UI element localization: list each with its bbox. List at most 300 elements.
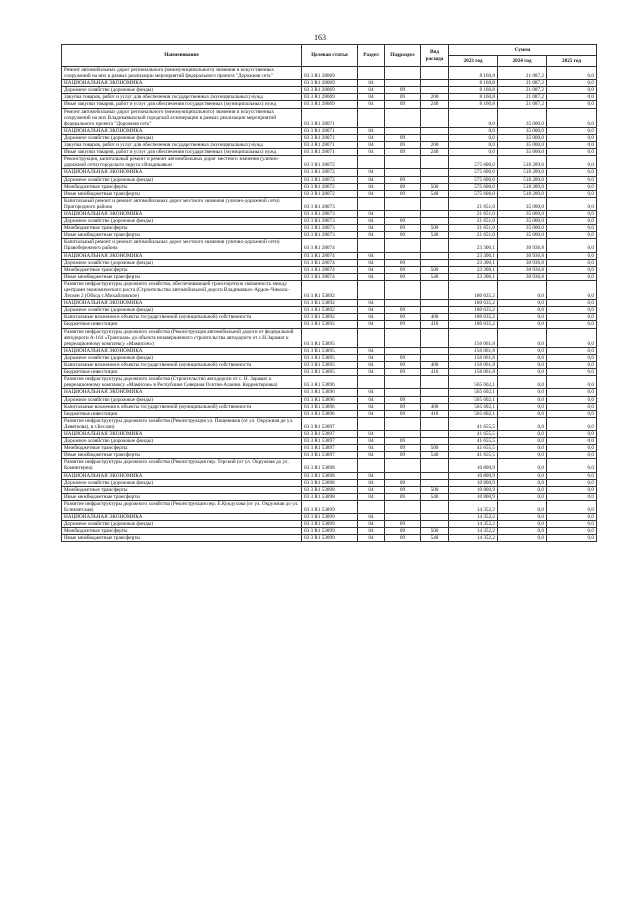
row-section (358, 239, 385, 252)
row-section: 04 (358, 127, 385, 134)
row-name: Ремонт автомобильных дорог регионального (межмуниципального) значения и искусственных сооружений на них в рамках реализации мероприятий федерального проекта "Дорожная сеть" (62, 67, 302, 80)
row-name: Ремонт автомобильных дорог регионального (межмуниципального) значения и искусственных сооружений на них Владикавказской городской агломерации в рамках реализации мероприятий федерального проекта "Дорожная сеть" (62, 108, 302, 127)
row-section: 04 (358, 321, 385, 328)
row-section: 04 (358, 259, 385, 266)
table-row (62, 169, 597, 176)
row-name: Капитальные вложения в объекты государственной (муниципальной) собственности (62, 362, 302, 369)
row-sum-2025: 0,0 (547, 410, 597, 417)
row-article: 03 3 R1 28073 (302, 232, 358, 239)
table-row (62, 218, 597, 225)
row-sum-2025: 0,0 (547, 369, 597, 376)
row-sum-2024: 518 289,0 (498, 156, 547, 169)
row-subsection: 09 (385, 486, 421, 493)
row-sum-2024: 35 000,0 (498, 218, 547, 225)
row-article: 03 3 R1 53898 (302, 493, 358, 500)
table-row (62, 459, 597, 472)
row-article: 03 3 R1 53892 (302, 314, 358, 321)
row-subsection: 09 (385, 142, 421, 149)
row-sum-2024: 0,0 (498, 452, 547, 459)
row-article: 03 3 R1 53899 (302, 521, 358, 528)
row-sum-2025: 0,0 (547, 94, 597, 101)
row-section: 04 (358, 514, 385, 521)
row-sum-2025: 0,0 (547, 239, 597, 252)
table-row (62, 134, 597, 141)
row-sum-2024: 35 000,0 (498, 142, 547, 149)
row-name: НАЦИОНАЛЬНАЯ ЭКОНОМИКА (62, 389, 302, 396)
row-article: 03 3 R1 53899 (302, 500, 358, 513)
row-name: Иные закупки товаров, работ и услуг для обеспечения государственных (муниципальных) нужд (62, 101, 302, 108)
row-sum-2023: 180 635,2 (449, 321, 498, 328)
row-sum-2025: 0,0 (547, 500, 597, 513)
row-sum-2024: 30 936,8 (498, 259, 547, 266)
row-expense-type (421, 259, 449, 266)
row-subsection (385, 239, 421, 252)
row-expense-type (421, 176, 449, 183)
row-name: Иные закупки товаров, работ и услуг для обеспечения государственных (муниципальных) нужд (62, 149, 302, 156)
row-subsection: 09 (385, 535, 421, 542)
row-subsection: 09 (385, 232, 421, 239)
row-subsection: 09 (385, 452, 421, 459)
row-sum-2024: 30 936,8 (498, 239, 547, 252)
row-sum-2024: 0,0 (498, 369, 547, 376)
row-section: 04 (358, 273, 385, 280)
row-name: Дорожное хозяйство (дорожные фонды) (62, 259, 302, 266)
row-sum-2023: 565 602,1 (449, 410, 498, 417)
row-section: 04 (358, 149, 385, 156)
row-subsection (385, 417, 421, 430)
row-sum-2025: 0,0 (547, 347, 597, 354)
row-sum-2024: 21 087,2 (498, 87, 547, 94)
row-sum-2023: 21 651,0 (449, 225, 498, 232)
row-sum-2024: 21 087,2 (498, 101, 547, 108)
row-section (358, 156, 385, 169)
row-expense-type (421, 396, 449, 403)
table-row (62, 239, 597, 252)
table-row (62, 197, 597, 210)
row-sum-2023: 23 300,1 (449, 259, 498, 266)
row-article: 03 3 R1 53892 (302, 280, 358, 299)
row-sum-2024: 0,0 (498, 521, 547, 528)
row-subsection: 09 (385, 101, 421, 108)
row-sum-2025: 0,0 (547, 87, 597, 94)
table-row (62, 528, 597, 535)
row-article: 03 3 R1 53896 (302, 410, 358, 417)
row-sum-2025: 0,0 (547, 376, 597, 389)
table-row (62, 445, 597, 452)
row-sum-2025: 0,0 (547, 225, 597, 232)
row-section: 04 (358, 210, 385, 217)
row-expense-type: 240 (421, 149, 449, 156)
row-name: Развитие инфраструктуры дорожного хозяйства (Строительство автодороги от с. Н. Зарамаг к рекреационному комплексу «Мамисон» в Республике Северная Осетия-Алания. Корректировка) (62, 376, 302, 389)
row-subsection (385, 169, 421, 176)
row-name: НАЦИОНАЛЬНАЯ ЭКОНОМИКА (62, 169, 302, 176)
row-expense-type: 200 (421, 94, 449, 101)
row-sum-2023: 14 352,2 (449, 528, 498, 535)
row-expense-type (421, 417, 449, 430)
row-sum-2025: 0,0 (547, 438, 597, 445)
row-subsection (385, 328, 421, 347)
row-expense-type: 410 (421, 369, 449, 376)
row-name: Межбюджетные трансферты (62, 445, 302, 452)
table-row (62, 535, 597, 542)
row-sum-2024: 35 000,0 (498, 134, 547, 141)
row-article: 03 3 R1 28074 (302, 273, 358, 280)
row-sum-2025: 0,0 (547, 149, 597, 156)
table-row (62, 101, 597, 108)
row-section: 04 (358, 232, 385, 239)
row-expense-type (421, 389, 449, 396)
row-section: 04 (358, 403, 385, 410)
row-section (358, 417, 385, 430)
row-sum-2023: 8 160,8 (449, 101, 498, 108)
row-sum-2025: 0,0 (547, 142, 597, 149)
row-expense-type (421, 218, 449, 225)
table-row (62, 430, 597, 437)
row-name: Капитальный ремонт и ремонт автомобильных дорог местного значения (улично-дорожной сети) Пригородного района (62, 197, 302, 210)
row-article: 03 3 R1 53896 (302, 389, 358, 396)
row-subsection: 09 (385, 438, 421, 445)
row-sum-2025: 0,0 (547, 190, 597, 197)
row-article: 03 3 R1 53898 (302, 459, 358, 472)
row-sum-2023: 0,0 (449, 142, 498, 149)
row-section: 04 (358, 410, 385, 417)
table-row (62, 232, 597, 239)
row-article: 03 3 R1 53897 (302, 430, 358, 437)
row-section: 04 (358, 445, 385, 452)
row-sum-2025: 0,0 (547, 514, 597, 521)
row-sum-2025: 0,0 (547, 328, 597, 347)
row-article: 03 3 R1 53892 (302, 300, 358, 307)
row-section: 04 (358, 134, 385, 141)
row-sum-2024: 0,0 (498, 459, 547, 472)
row-sum-2025: 0,0 (547, 362, 597, 369)
row-sum-2025: 0,0 (547, 101, 597, 108)
row-section: 04 (358, 218, 385, 225)
row-sum-2023: 565 602,1 (449, 389, 498, 396)
table-row (62, 127, 597, 134)
row-name: НАЦИОНАЛЬНАЯ ЭКОНОМИКА (62, 430, 302, 437)
row-article: 03 3 R1 28069 (302, 67, 358, 80)
row-section: 04 (358, 528, 385, 535)
row-sum-2023: 10 800,9 (449, 486, 498, 493)
row-article: 03 3 R1 28072 (302, 156, 358, 169)
row-subsection (385, 459, 421, 472)
row-expense-type (421, 328, 449, 347)
row-sum-2024: 0,0 (498, 479, 547, 486)
row-article: 03 3 R1 53897 (302, 445, 358, 452)
table-row (62, 500, 597, 513)
row-expense-type (421, 252, 449, 259)
table-row (62, 314, 597, 321)
row-name: Дорожное хозяйство (дорожные фонды) (62, 176, 302, 183)
row-expense-type (421, 347, 449, 354)
table-row (62, 273, 597, 280)
row-sum-2023: 23 300,1 (449, 273, 498, 280)
row-expense-type: 500 (421, 266, 449, 273)
row-sum-2023: 23 300,1 (449, 266, 498, 273)
row-subsection (385, 197, 421, 210)
row-sum-2023: 14 352,2 (449, 500, 498, 513)
row-sum-2024: 35 000,0 (498, 149, 547, 156)
row-article: 03 3 R1 28071 (302, 134, 358, 141)
row-expense-type: 540 (421, 190, 449, 197)
row-expense-type (421, 108, 449, 127)
row-sum-2024: 0,0 (498, 430, 547, 437)
row-sum-2025: 0,0 (547, 479, 597, 486)
budget-table (61, 44, 597, 542)
page-number: 163 (314, 33, 326, 42)
row-expense-type (421, 210, 449, 217)
row-article: 03 3 R1 28074 (302, 259, 358, 266)
row-name: Межбюджетные трансферты (62, 528, 302, 535)
row-sum-2025: 0,0 (547, 535, 597, 542)
row-expense-type (421, 80, 449, 87)
row-name: Иные межбюджетные трансферты (62, 190, 302, 197)
table-row (62, 108, 597, 127)
row-sum-2023: 10 800,9 (449, 472, 498, 479)
row-section: 04 (358, 369, 385, 376)
row-expense-type (421, 500, 449, 513)
row-subsection: 09 (385, 410, 421, 417)
row-name: НАЦИОНАЛЬНАЯ ЭКОНОМИКА (62, 347, 302, 354)
row-sum-2023: 21 651,0 (449, 232, 498, 239)
row-article: 03 3 R1 53898 (302, 479, 358, 486)
row-section: 04 (358, 493, 385, 500)
row-name: Развитие инфраструктуры дорожного хозяйства (Реконструкция пер. Е.Кундухова (от ул. Окружная до ул. Есиноятская) (62, 500, 302, 513)
row-sum-2023: 180 635,2 (449, 300, 498, 307)
row-expense-type: 540 (421, 493, 449, 500)
row-subsection (385, 108, 421, 127)
row-name: Закупка товаров, работ и услуг для обеспечения государственных (муниципальных) нужд (62, 142, 302, 149)
row-article: 03 3 R1 53898 (302, 472, 358, 479)
row-expense-type (421, 376, 449, 389)
row-sum-2024: 35 000,0 (498, 127, 547, 134)
row-section: 04 (358, 479, 385, 486)
row-sum-2025: 0,0 (547, 169, 597, 176)
row-subsection: 09 (385, 218, 421, 225)
table-row (62, 376, 597, 389)
table-row (62, 521, 597, 528)
header-name: Наименование (62, 45, 302, 67)
row-name: Капитальные вложения в объекты государственной (муниципальной) собственности (62, 314, 302, 321)
header-row (62, 45, 597, 56)
row-article: 03 3 R1 53895 (302, 362, 358, 369)
row-sum-2024: 0,0 (498, 535, 547, 542)
row-sum-2025: 0,0 (547, 259, 597, 266)
row-sum-2024: 0,0 (498, 445, 547, 452)
row-name: Дорожное хозяйство (дорожные фонды) (62, 134, 302, 141)
table-row (62, 410, 597, 417)
row-sum-2023: 156 061,8 (449, 354, 498, 361)
row-name: НАЦИОНАЛЬНАЯ ЭКОНОМИКА (62, 80, 302, 87)
row-expense-type: 240 (421, 101, 449, 108)
row-sum-2025: 0,0 (547, 197, 597, 210)
row-section (358, 67, 385, 80)
table-row (62, 486, 597, 493)
row-name: Развитие инфраструктуры дорожного хозяйства (Реконструкция пер. Терский (от ул. Окружная до ул. Коминтерна) (62, 459, 302, 472)
row-sum-2024: 21 087,2 (498, 80, 547, 87)
row-sum-2023: 180 635,2 (449, 307, 498, 314)
row-name: Межбюджетные трансферты (62, 266, 302, 273)
row-section: 04 (358, 266, 385, 273)
row-name: Дорожное хозяйство (дорожные фонды) (62, 438, 302, 445)
row-sum-2025: 0,0 (547, 321, 597, 328)
row-subsection: 09 (385, 479, 421, 486)
row-article: 03 3 R1 53892 (302, 321, 358, 328)
row-sum-2025: 0,0 (547, 232, 597, 239)
row-subsection (385, 472, 421, 479)
row-article: 03 3 R1 53895 (302, 328, 358, 347)
header-subsection: Подраздел (385, 45, 421, 67)
row-subsection (385, 127, 421, 134)
row-subsection (385, 347, 421, 354)
row-sum-2025: 0,0 (547, 300, 597, 307)
table-row (62, 514, 597, 521)
table-row (62, 266, 597, 273)
row-section: 04 (358, 142, 385, 149)
row-sum-2023: 21 651,0 (449, 197, 498, 210)
row-sum-2024: 0,0 (498, 362, 547, 369)
row-expense-type (421, 438, 449, 445)
row-article: 03 3 R1 28071 (302, 108, 358, 127)
row-section: 04 (358, 389, 385, 396)
table-row (62, 183, 597, 190)
row-sum-2023: 14 352,2 (449, 514, 498, 521)
row-article: 03 3 R1 28073 (302, 210, 358, 217)
row-expense-type: 400 (421, 362, 449, 369)
row-sum-2024: 0,0 (498, 347, 547, 354)
table-row (62, 280, 597, 299)
table-row (62, 210, 597, 217)
row-section: 04 (358, 307, 385, 314)
row-expense-type: 200 (421, 142, 449, 149)
row-section (358, 500, 385, 513)
row-name: Развитие инфраструктуры дорожного хозяйства (Реконструкция автомобильной дороги от федеральной автодороги А-164 «Транскам» до объекта незавершенного строительства автодороги от с.Н.Зарамаг к рекреационному комплексу «Мамисон») (62, 328, 302, 347)
row-sum-2025: 0,0 (547, 314, 597, 321)
row-expense-type (421, 514, 449, 521)
row-sum-2024: 518 289,0 (498, 176, 547, 183)
row-subsection: 09 (385, 259, 421, 266)
table-row (62, 362, 597, 369)
row-subsection: 09 (385, 396, 421, 403)
table-row (62, 403, 597, 410)
row-section: 04 (358, 176, 385, 183)
row-sum-2025: 0,0 (547, 218, 597, 225)
row-article: 03 3 R1 53896 (302, 376, 358, 389)
row-name: НАЦИОНАЛЬНАЯ ЭКОНОМИКА (62, 252, 302, 259)
row-subsection (385, 514, 421, 521)
row-article: 03 3 R1 28072 (302, 183, 358, 190)
row-article: 03 3 R1 28069 (302, 101, 358, 108)
row-sum-2025: 0,0 (547, 521, 597, 528)
row-expense-type: 400 (421, 314, 449, 321)
row-sum-2025: 0,0 (547, 210, 597, 217)
row-section: 04 (358, 183, 385, 190)
row-sum-2023: 23 300,1 (449, 239, 498, 252)
row-subsection (385, 67, 421, 80)
row-section (358, 328, 385, 347)
table-row (62, 87, 597, 94)
row-article: 03 3 R1 53897 (302, 452, 358, 459)
row-sum-2025: 0,0 (547, 452, 597, 459)
row-sum-2024: 35 000,0 (498, 210, 547, 217)
row-expense-type (421, 521, 449, 528)
row-sum-2024: 0,0 (498, 486, 547, 493)
row-sum-2024: 30 936,8 (498, 266, 547, 273)
row-section: 04 (358, 101, 385, 108)
row-article: 03 3 R1 53898 (302, 486, 358, 493)
row-expense-type (421, 479, 449, 486)
row-sum-2024: 0,0 (498, 493, 547, 500)
row-sum-2023: 14 352,2 (449, 521, 498, 528)
row-name: Закупка товаров, работ и услуг для обеспечения государственных (муниципальных) нужд (62, 94, 302, 101)
row-subsection (385, 210, 421, 217)
table-row (62, 347, 597, 354)
row-sum-2024: 0,0 (498, 389, 547, 396)
row-expense-type (421, 239, 449, 252)
row-expense-type (421, 134, 449, 141)
row-article: 03 3 R1 28073 (302, 218, 358, 225)
row-subsection: 09 (385, 134, 421, 141)
row-expense-type (421, 472, 449, 479)
row-subsection (385, 252, 421, 259)
row-sum-2023: 575 606,0 (449, 156, 498, 169)
row-section (358, 108, 385, 127)
row-article: 03 3 R1 53892 (302, 307, 358, 314)
row-expense-type: 410 (421, 410, 449, 417)
row-subsection: 09 (385, 354, 421, 361)
row-sum-2023: 575 606,0 (449, 176, 498, 183)
row-sum-2023: 21 651,0 (449, 210, 498, 217)
row-sum-2025: 0,0 (547, 252, 597, 259)
table-row (62, 472, 597, 479)
table-row (62, 396, 597, 403)
row-sum-2024: 35 000,0 (498, 108, 547, 127)
row-article: 03 3 R1 53896 (302, 396, 358, 403)
row-article: 03 3 R1 28072 (302, 169, 358, 176)
row-subsection: 09 (385, 149, 421, 156)
table-row (62, 67, 597, 80)
row-article: 03 3 R1 28069 (302, 80, 358, 87)
row-subsection (385, 500, 421, 513)
row-sum-2025: 0,0 (547, 273, 597, 280)
table-row (62, 300, 597, 307)
row-sum-2023: 41 655,5 (449, 452, 498, 459)
table-row (62, 142, 597, 149)
row-sum-2023: 0,0 (449, 108, 498, 127)
row-sum-2024: 21 087,2 (498, 94, 547, 101)
row-name: Межбюджетные трансферты (62, 486, 302, 493)
row-sum-2025: 0,0 (547, 183, 597, 190)
header-article: Целевая статья (302, 45, 358, 67)
row-expense-type: 500 (421, 183, 449, 190)
row-subsection: 09 (385, 493, 421, 500)
row-section: 04 (358, 452, 385, 459)
row-sum-2025: 0,0 (547, 176, 597, 183)
row-section: 04 (358, 396, 385, 403)
row-sum-2024: 0,0 (498, 410, 547, 417)
row-name: Бюджетные инвестиции (62, 321, 302, 328)
row-section (358, 376, 385, 389)
row-section (358, 459, 385, 472)
row-sum-2024: 518 289,0 (498, 190, 547, 197)
row-sum-2023: 8 160,8 (449, 80, 498, 87)
row-subsection: 09 (385, 94, 421, 101)
table-row (62, 307, 597, 314)
header-sum: Сумма (449, 45, 597, 56)
row-sum-2023: 565 602,1 (449, 396, 498, 403)
row-sum-2023: 21 651,0 (449, 218, 498, 225)
